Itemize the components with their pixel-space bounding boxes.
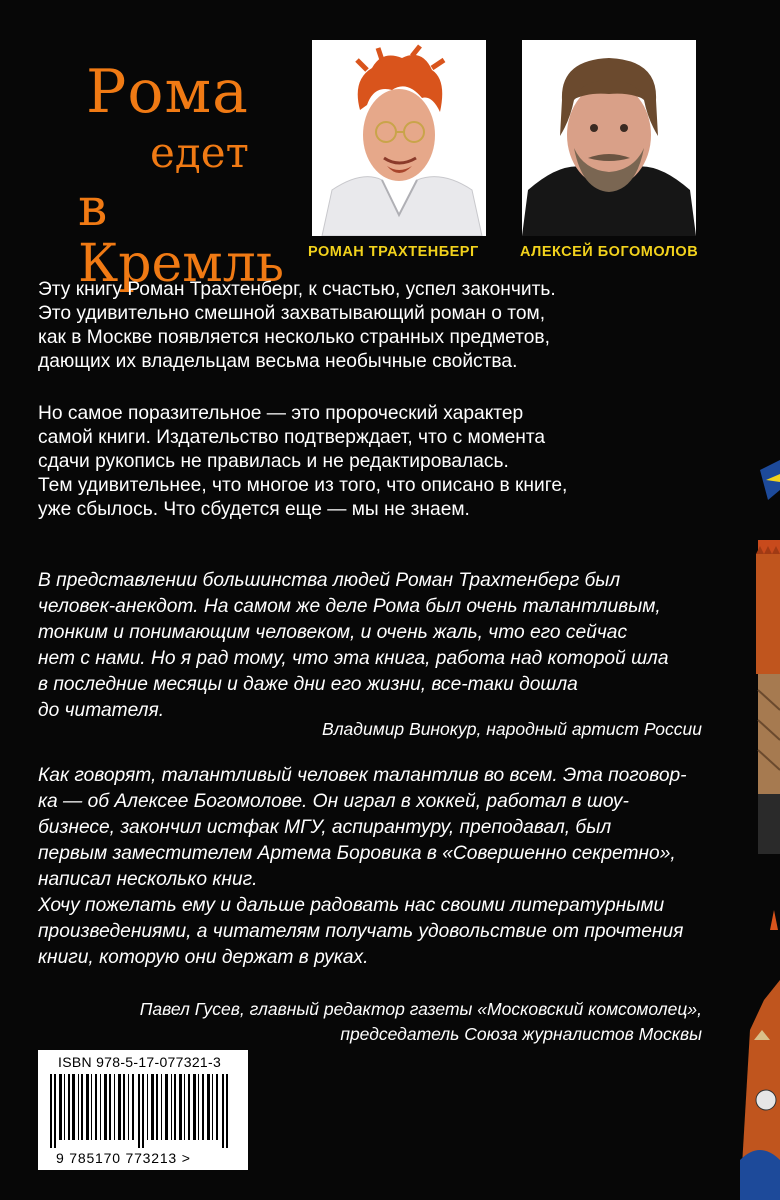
author-photo-trakhtenberg xyxy=(312,40,486,236)
title-line-3: в Кремль xyxy=(78,178,285,294)
author-caption-1: РОМАН ТРАХТЕНБЕРГ xyxy=(308,244,479,260)
author-photo-bogomolov xyxy=(522,40,696,236)
description-paragraph-1: Эту книгу Роман Трахтенберг, к счастью, успел закончить. Это удивительно смешной захватывающий роман о том, как в Москве появляется несколько странных предметов, дающих их владельцам весьма необычные свойства. xyxy=(38,279,556,372)
quote-vinokur: В представлении большинства людей Роман Трахтенберг был человек-анекдот. На самом же деле Рома был очень талантливым, тонким и понимающим человеком, и очень жаль, что его сейчас нет с нами. Но я рад тому, что эта книга, работа над которой шла в последние месяцы и даже дни его жизни, все-таки дошла до читателя. xyxy=(38,570,669,721)
title-line-2: едет xyxy=(150,128,249,177)
portrait-illustration-2 xyxy=(522,40,696,236)
book-title xyxy=(78,57,308,294)
quote-attribution-vinokur: Владимир Винокур, народный артист России xyxy=(322,719,702,739)
author-caption-2: АЛЕКСЕЙ БОГОМОЛОВ xyxy=(520,244,699,260)
quote-attribution-gusev: Павел Гусев, главный редактор газеты «Московский комсомолец», председатель Союза журналистов Москвы xyxy=(139,999,702,1044)
description-paragraph-2: Но самое поразительное — это пророческий характер самой книги. Издательство подтверждает, что с момента сдачи рукопись не правилась и не редактировалась. Тем удивительнее, что многое из того, что описано в книге, уже сбылось. Что сбудется еще — мы не знаем. xyxy=(38,403,568,520)
barcode-number: 9 785170 773213 > xyxy=(56,1150,191,1166)
title-line-1: Рома xyxy=(86,57,249,127)
isbn-label: ISBN 978-5-17-077321-3 xyxy=(58,1054,222,1070)
barcode-box xyxy=(38,1050,248,1170)
barcode-bars xyxy=(48,1074,238,1148)
quote-gusev: Как говорят, талантливый человек талантлив во всем. Эта поговор- ка — об Алексее Богомолове. Он играл в хоккей, работал в шоу- бизнесе, закончил истфак МГУ, аспирантуру, преподавал, был первым заместителем Артема Боровика в «Совершенно секретно», написал несколько книг. Хочу пожелать ему и дальше радовать нас своими литературными произведениями, а читателям получать удовольствие от прочтения книги, которую они держат в руках. xyxy=(38,765,687,968)
kremlin-tower-illustration xyxy=(740,460,780,1200)
portrait-illustration-1 xyxy=(312,40,486,236)
